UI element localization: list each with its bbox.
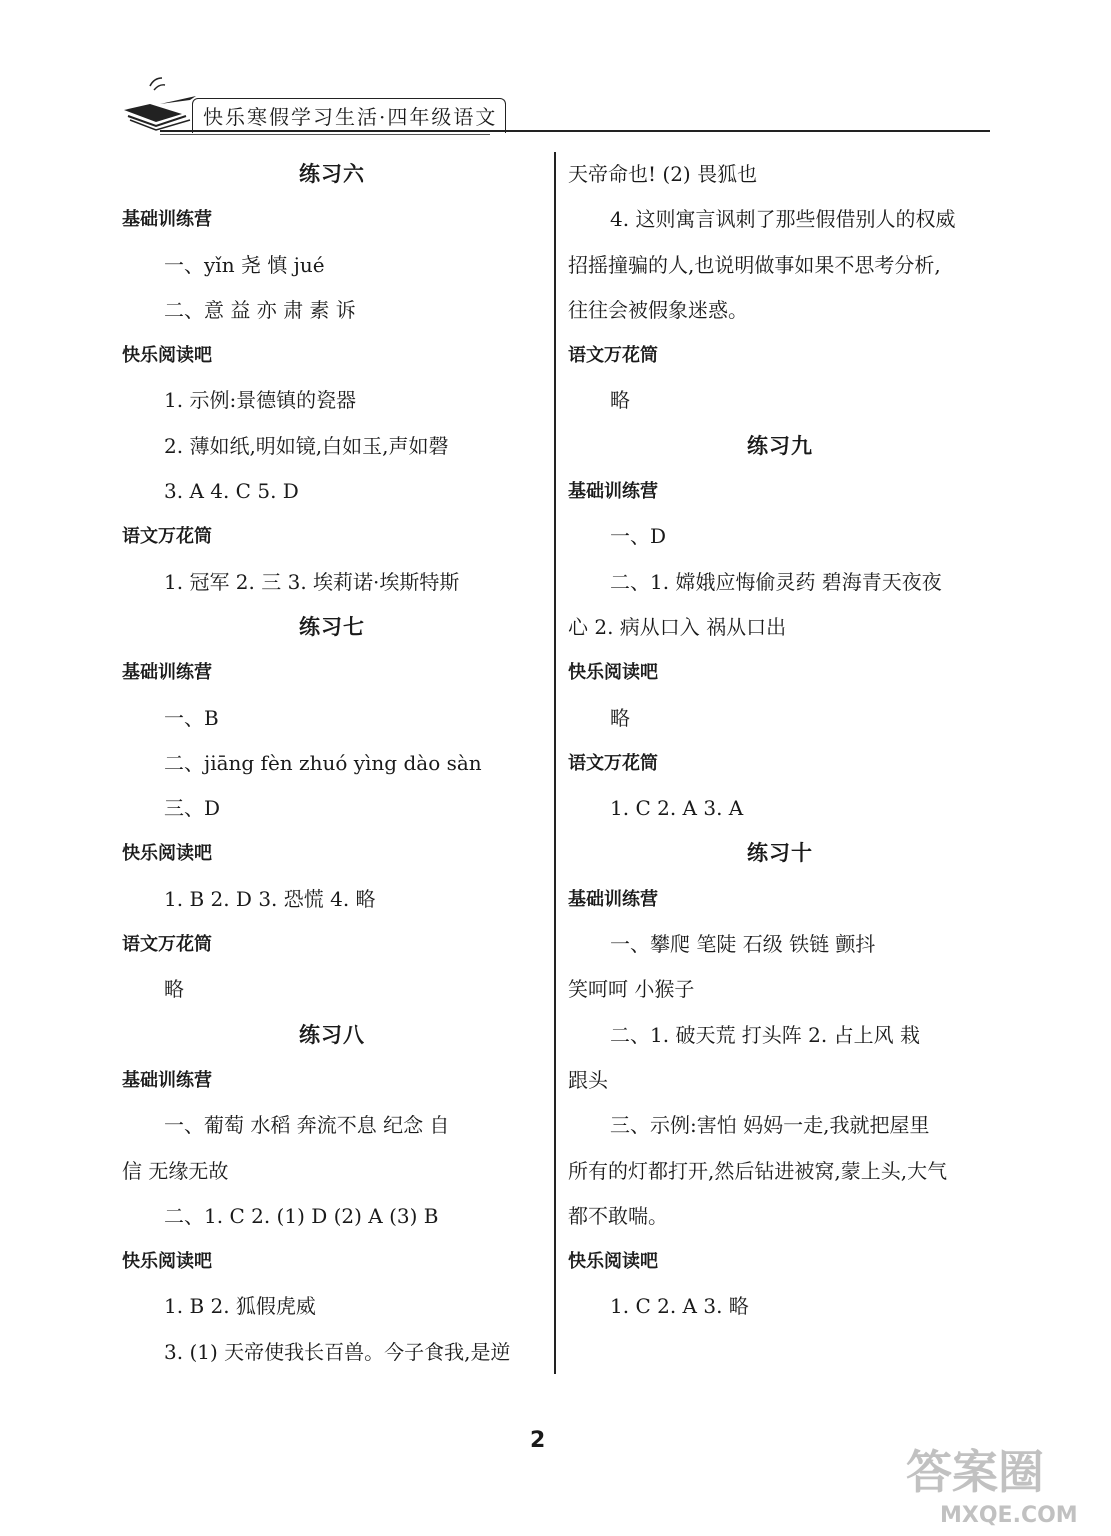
section-heading: 语文万花筒 (568, 752, 658, 774)
section-heading: 快乐阅读吧 (122, 843, 212, 865)
answer-line: 二、1. 破天荒 打头阵 2. 占上风 栽 (610, 1022, 920, 1047)
answer-line: 1. C 2. A 3. A (610, 796, 744, 821)
answer-line: 信 无缘无故 (122, 1158, 229, 1183)
answer-line: 3. (1) 天帝使我长百兽。今子食我,是逆 (164, 1339, 511, 1364)
answer-line: 一、yǐn 尧 慎 jué (164, 252, 325, 277)
answer-line: 二、1. C 2. (1) D (2) A (3) B (164, 1203, 439, 1228)
right-column (568, 152, 992, 1330)
answer-line: 4. 这则寓言讽刺了那些假借别人的权威 (610, 207, 956, 232)
answer-line: 心 2. 病从口入 祸从口出 (568, 614, 787, 639)
section-heading: 基础训练营 (122, 1069, 212, 1091)
exercise-title: 练习十 (747, 841, 813, 866)
exercise-title: 练习七 (299, 614, 365, 639)
answer-line: 1. B 2. D 3. 恐慌 4. 略 (164, 886, 376, 911)
left-column (122, 152, 542, 1375)
answer-line: 3. A 4. C 5. D (164, 479, 299, 504)
answer-line: 2. 薄如纸,明如镜,白如玉,声如磬 (164, 433, 449, 458)
answer-line: 二、1. 嫦娥应悔偷灵药 碧海青天夜夜 (610, 569, 942, 594)
answer-line: 一、葡萄 水稻 奔流不息 纪念 自 (164, 1113, 450, 1138)
answer-line: 二、意 益 亦 肃 素 诉 (164, 297, 356, 322)
watermark-sub: MXQE.COM (940, 1503, 1078, 1528)
answer-line: 1. B 2. 狐假虎威 (164, 1294, 316, 1319)
exercise-title: 练习八 (299, 1022, 365, 1047)
answer-line: 三、D (164, 796, 221, 821)
book-logo-icon (120, 74, 200, 134)
answer-line: 1. C 2. A 3. 略 (610, 1294, 749, 1319)
answer-line: 1. 冠军 2. 三 3. 埃莉诺·埃斯特斯 (164, 569, 460, 594)
answer-line: 一、攀爬 笔陡 石级 铁链 颤抖 (610, 932, 876, 957)
answer-line: 一、B (164, 705, 219, 730)
answer-line: 略 (610, 388, 630, 413)
section-heading: 基础训练营 (568, 888, 658, 910)
exercise-title: 练习六 (299, 162, 365, 186)
page-number: 2 (530, 1428, 546, 1453)
exercise-title: 练习九 (747, 433, 813, 458)
column-divider (554, 152, 556, 1374)
section-heading: 基础训练营 (122, 209, 212, 231)
answer-line: 略 (610, 705, 630, 730)
section-heading: 基础训练营 (122, 662, 212, 684)
answer-line: 天帝命也! (2) 畏狐也 (568, 162, 758, 186)
answer-line: 招摇撞骗的人,也说明做事如果不思考分析, (568, 252, 941, 277)
watermark-main: 答案圈 (906, 1445, 1044, 1499)
section-heading: 快乐阅读吧 (568, 662, 658, 684)
section-heading: 语文万花筒 (568, 345, 658, 367)
watermark-logo (900, 1436, 1100, 1531)
answer-line: 二、jiāng fèn zhuó yìng dào sàn (164, 750, 482, 775)
answer-line: 往往会被假象迷惑。 (568, 297, 748, 322)
answer-line: 略 (164, 977, 184, 1002)
section-heading: 快乐阅读吧 (568, 1251, 658, 1273)
section-heading: 语文万花筒 (122, 934, 212, 956)
answer-line: 所有的灯都打开,然后钻进被窝,蒙上头,大气 (568, 1158, 948, 1183)
answer-line: 1. 示例:景德镇的瓷器 (164, 388, 357, 413)
answer-line: 三、示例:害怕 妈妈一走,我就把屋里 (610, 1113, 930, 1138)
answer-line: 一、D (610, 524, 667, 549)
header-title: 快乐寒假学习生活·四年级语文 (192, 98, 506, 133)
page-header (120, 70, 990, 140)
section-heading: 快乐阅读吧 (122, 345, 212, 367)
section-heading: 快乐阅读吧 (122, 1251, 212, 1273)
answer-line: 笑呵呵 小猴子 (568, 977, 695, 1002)
section-heading: 基础训练营 (568, 481, 658, 503)
answer-line: 跟头 (568, 1067, 608, 1092)
answer-line: 都不敢喘。 (568, 1203, 668, 1228)
header-subrule (160, 134, 490, 135)
section-heading: 语文万花筒 (122, 526, 212, 548)
header-rule (160, 130, 990, 132)
